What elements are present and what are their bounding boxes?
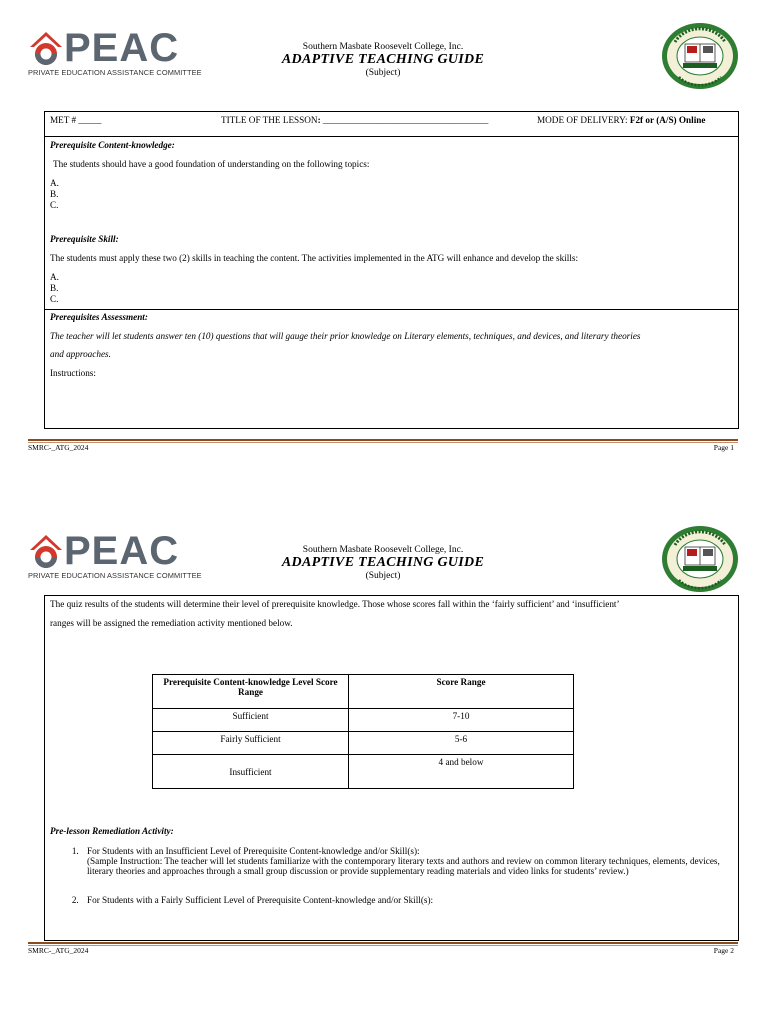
page-number: Page 1 [713, 443, 734, 452]
remediation-item-sample: (Sample Instruction: The teacher will let students familiarize with the contemporary literary texts and authors and review on common literary techniques, elements, devices, literary theories and approaches through a small group discussion or provide supplementary reading materials and video links for students’ review.) [87, 856, 720, 876]
lesson-title-blank: ____________________________________ [322, 115, 489, 125]
document-title: ADAPTIVE TEACHING GUIDE [281, 52, 485, 67]
assessment-heading: Prerequisites Assessment: [50, 312, 148, 322]
table-cell: 7-10 [349, 709, 574, 732]
peac-subtitle: PRIVATE EDUCATION ASSISTANCE COMMITTEE [28, 571, 202, 580]
remediation-item-title: 1. For Students with an Insufficient Level of Prerequisite Content-knowledge and/or Skill(s): [87, 846, 420, 856]
footer-rule-thin [28, 442, 738, 443]
footer-rule-thin [28, 945, 738, 946]
document-header [240, 42, 526, 78]
mode-value[interactable]: F2f or (A/S) Online [629, 115, 706, 125]
assessment-text: The teacher will let students answer ten (10) questions that will gauge their prior knowledge on Literary elements, techniques, and devices, and literary theories [50, 331, 641, 341]
college-seal-icon [661, 22, 739, 90]
table-cell: 4 and below [349, 755, 574, 789]
page-2 [0, 503, 768, 973]
table-row [153, 732, 574, 755]
table-header-row [153, 675, 574, 709]
footer-code: SMRC-_ATG_2024 [28, 946, 89, 955]
intro-text-cont: ranges will be assigned the remediation activity mentioned below. [50, 618, 293, 628]
footer-code: SMRC-_ATG_2024 [28, 443, 89, 452]
subject-label: (Subject) [365, 571, 401, 581]
document-header [240, 545, 526, 581]
remediation-list [63, 846, 741, 905]
college-seal-icon [661, 525, 739, 593]
peac-subtitle: PRIVATE EDUCATION ASSISTANCE COMMITTEE [28, 68, 202, 77]
school-name: Southern Masbate Roosevelt College, Inc. [302, 42, 464, 52]
mode-label: MODE OF DELIVERY: [537, 115, 630, 125]
lesson-title-label: TITLE OF THE LESSON [221, 115, 318, 125]
list-item [81, 895, 741, 905]
school-name: Southern Masbate Roosevelt College, Inc. [302, 545, 464, 555]
lesson-title-field[interactable] [221, 115, 488, 125]
peac-wordmark: PEAC [64, 26, 180, 70]
instructions-label: Instructions: [50, 368, 96, 378]
prereq-content-heading: Prerequisite Content-knowledge: [50, 140, 175, 150]
prereq-skill-text: The students must apply these two (2) skills in teaching the content. The activities implemented in the ATG will enhance and develop the skills: [50, 253, 578, 263]
table-row [153, 709, 574, 732]
table-header: Score Range [349, 675, 574, 709]
score-range-table [152, 674, 574, 789]
assessment-results-box [44, 595, 739, 941]
divider [45, 136, 738, 137]
divider [45, 309, 738, 310]
subject-label: (Subject) [365, 68, 401, 78]
peac-logo [28, 26, 202, 83]
list-item: A. [50, 178, 59, 188]
prereq-skill-heading: Prerequisite Skill: [50, 234, 119, 244]
peac-house-icon [28, 533, 64, 571]
list-item: B. [50, 189, 59, 199]
peac-logo [28, 529, 202, 586]
peac-wordmark: PEAC [64, 529, 180, 573]
list-item: A. [50, 272, 59, 282]
lesson-info-box [44, 111, 739, 429]
peac-house-icon [28, 30, 64, 68]
met-field[interactable]: MET # _____ [50, 115, 102, 125]
page-1 [0, 0, 768, 470]
table-cell: Insufficient [153, 755, 349, 789]
table-header: Prerequisite Content-knowledge Level Score Range [153, 675, 349, 709]
mode-of-delivery [537, 115, 705, 125]
footer-rule [28, 439, 738, 441]
remediation-heading: Pre-lesson Remediation Activity: [50, 826, 174, 836]
table-cell: Sufficient [153, 709, 349, 732]
table-cell: 5-6 [349, 732, 574, 755]
list-item: C. [50, 200, 59, 210]
footer-rule [28, 942, 738, 944]
page-number: Page 2 [713, 946, 734, 955]
document-title: ADAPTIVE TEACHING GUIDE [281, 555, 485, 570]
table-cell: Fairly Sufficient [153, 732, 349, 755]
list-item [81, 846, 741, 876]
assessment-text-cont: and approaches. [50, 349, 111, 359]
list-item: C. [50, 294, 59, 304]
intro-text: The quiz results of the students will determine their level of prerequisite knowledge. Those whose scores fall within the ‘fairly sufficient’ and ‘insufficient’ [50, 599, 620, 609]
table-row [153, 755, 574, 789]
lesson-title-colon: : [317, 115, 321, 125]
list-item: B. [50, 283, 59, 293]
remediation-item-title: 2. For Students with a Fairly Sufficient Level of Prerequisite Content-knowledge and/or Skill(s): [87, 895, 434, 905]
prereq-content-text: The students should have a good foundation of understanding on the following topics: [53, 159, 370, 169]
